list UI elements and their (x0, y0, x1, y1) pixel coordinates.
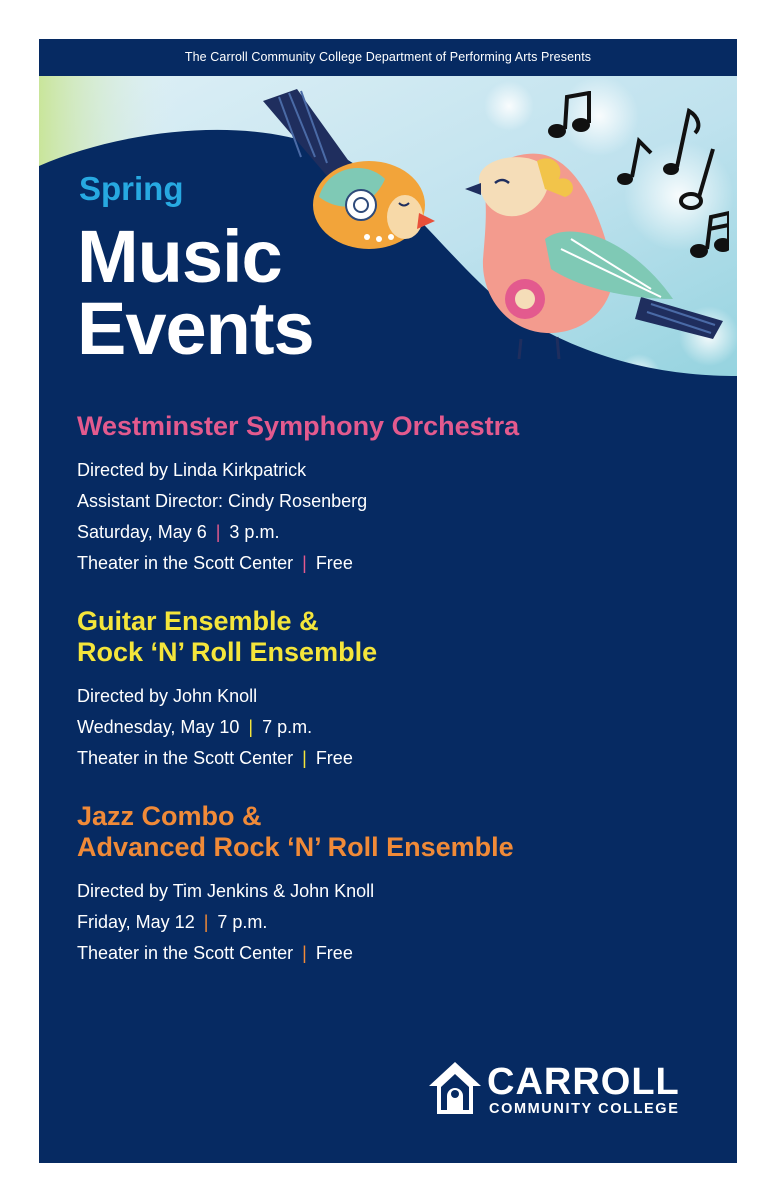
separator: | (302, 943, 307, 963)
event-datetime (77, 907, 717, 938)
event-jazz-combo (77, 801, 717, 969)
separator: | (302, 748, 307, 768)
event-title-line: Westminster Symphony Orchestra (77, 411, 520, 441)
title-line-music: Music (77, 215, 282, 298)
event-guitar-ensemble (77, 606, 717, 774)
event-title (77, 801, 717, 863)
event-venue: Theater in the Scott Center (77, 943, 294, 963)
event-venue-line (77, 938, 717, 969)
separator: | (302, 553, 307, 573)
event-director: Directed by Linda Kirkpatrick (77, 460, 307, 480)
separator: | (203, 912, 209, 932)
event-date: Saturday, May 6 (77, 522, 207, 542)
event-westminster-symphony (77, 411, 717, 579)
presenter-line: The Carroll Community College Department of Performing Arts Presents (184, 50, 592, 64)
event-title (77, 411, 717, 442)
event-time: 7 p.m. (262, 717, 313, 737)
event-venue: Theater in the Scott Center (77, 748, 294, 768)
event-venue: Theater in the Scott Center (77, 553, 294, 573)
separator: | (215, 522, 221, 542)
title-line-events: Events (77, 286, 314, 370)
event-venue-line (77, 743, 717, 774)
logo-name: CARROLL (487, 1061, 680, 1103)
event-title (77, 606, 717, 668)
event-date: Friday, May 12 (77, 912, 195, 932)
event-time: 3 p.m. (229, 522, 280, 542)
title-spring: Spring (79, 170, 184, 207)
event-date: Wednesday, May 10 (77, 717, 240, 737)
event-venue-line (77, 548, 717, 579)
event-director: Directed by John Knoll (77, 686, 258, 706)
logo-subtitle: COMMUNITY COLLEGE (489, 1101, 680, 1117)
event-price: Free (315, 943, 353, 963)
music-notes-icon (539, 91, 729, 281)
poster (39, 39, 737, 1163)
event-title-line: Advanced Rock ‘N’ Roll Ensemble (77, 832, 514, 862)
event-datetime (77, 517, 717, 548)
event-director: Directed by Tim Jenkins & John Knoll (77, 881, 375, 901)
house-logo-icon (427, 1060, 483, 1116)
separator: | (248, 717, 254, 737)
event-title-line: Rock ‘N’ Roll Ensemble (77, 637, 378, 667)
college-logo (427, 1060, 707, 1124)
event-time: 7 p.m. (217, 912, 268, 932)
events-list (77, 411, 717, 996)
event-assistant-director: Assistant Director: Cindy Rosenberg (77, 491, 368, 511)
event-datetime (77, 712, 717, 743)
event-title-line: Guitar Ensemble & (77, 606, 319, 636)
event-price: Free (315, 553, 353, 573)
event-price: Free (315, 748, 353, 768)
page-title (77, 215, 314, 370)
event-title-line: Jazz Combo & (77, 801, 262, 831)
